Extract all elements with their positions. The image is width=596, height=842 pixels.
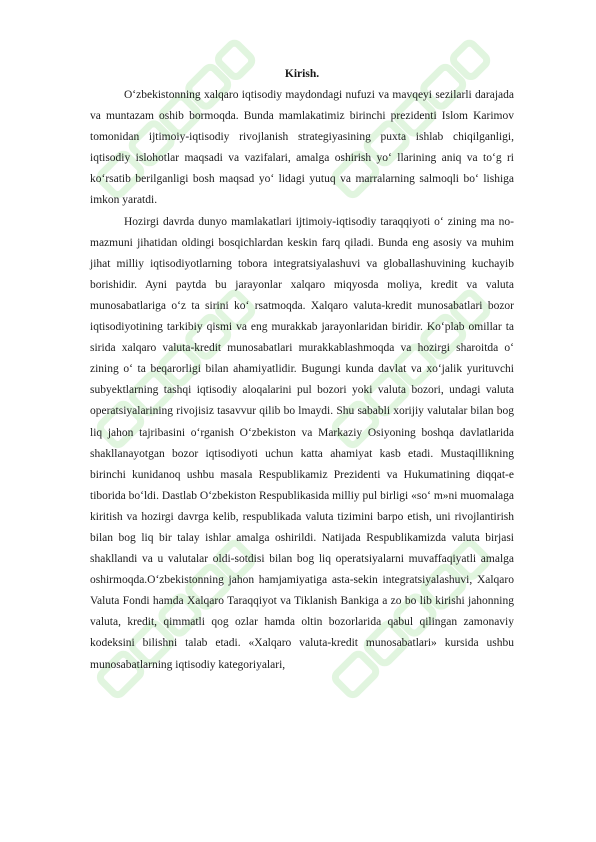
paragraph-1: O‘zbekistonning xalqaro iqtisodiy maydondagi nufuzi va mavqeyi sezilarli darajada va muntazam oshib bormoqda. Bunda mamlakatimiz birinchi prezidenti Islom Karimov tomonidan ijtimoiy-iqtisodiy rivojlanish strategiyasining puxta ishlab chiqilganligi, iqtisodiy islohotlar maqsadi va vazifalari, amalga oshirish yo‘ llarining aniq va to‘g ri ko‘rsatib berilganligi bosh maqsad yo‘ lidagi yutuq va marralarning salmoqli bo‘ lishiga imkon yaratdi. <box>90 89 514 207</box>
document-body <box>90 64 514 676</box>
paragraph-2: Hozirgi davrda dunyo mamlakatlari ijtimoiy-iqtisodiy taraqqiyoti o‘ zining ma no-mazmuni jihatidan oldingi bosqichlardan keskin farq qiladi. Bunda eng asosiy va muhim jihat milliy iqtisodiyotlarning tobora integratsiyalashuvi va globallashuvining kuchayib borishidir. Ayni paytda bu jarayonlar xalqaro miqyosda moliya, kredit va valuta munosabatlariga o‘z ta sirini ko‘ rsatmoqda. Xalqaro valuta-kredit munosabatlari bozor iqtisodiyotining tarkibiy qismi va eng murakkab jarayonlaridan biridir. Ko‘plab omillar ta sirida xalqaro valuta-kredit munosabatlari murakkablashmoqda va hozirgi sharoitda o‘ zining o‘ ta beqarorligi bilan ahamiyatlidir. Bugungi kunda davlat va xo‘jalik yurituvchi subyektlarning tashqi iqtisodiy aloqalarini pul bozori yoki valuta bozori, undagi valuta operatsiyalarining rivojisiz tasavvur qilib bo lmaydi. Shu sababli xorijiy valutalar bilan bog liq jahon tajribasini o‘rganish O‘zbekiston va Markaziy Osiyoning boshqa davlatlarida shakllanayotgan bozor iqtisodiyoti uchun katta ahamiyat kasb etadi. Mustaqillikning birinchi kunidanoq ushbu masala Respublikamiz Prezidenti va Hukumatining diqqat-e tiborida bo‘ldi. Dastlab O‘zbekiston Respublikasida milliy pul birligi «so‘ m»ni muomalaga kiritish va hozirgi davrga kelib, respublikada valuta tizimini barpo etish, uni rivojlantirish bilan bog liq bir talay ishlar amalga oshirildi. Natijada Respublikamizda valuta birjasi shakllandi va u valutalar oldi-sotdisi bilan bog liq operatsiyalarni muvaffaqiyatli amalga oshirmoqda.O‘zbekistonning jahon hamjamiyatiga asta-sekin integratsiyalashuvi, Xalqaro Valuta Fondi hamda Xalqaro Taraqqiyot va Tiklanish Bankiga a zo bo lib kirishi jahonning valuta, kredit, qimmatli qog ozlar hamda oltin bozorlarida qabul qilingan zamonaviy kodeksini bilishni talab etadi. «Xalqaro valuta-kredit munosabatlari» kursida ushbu munosabatlarning iqtisodiy kategoriyalari, <box>90 215 514 671</box>
document-title: Kirish. <box>284 68 320 80</box>
